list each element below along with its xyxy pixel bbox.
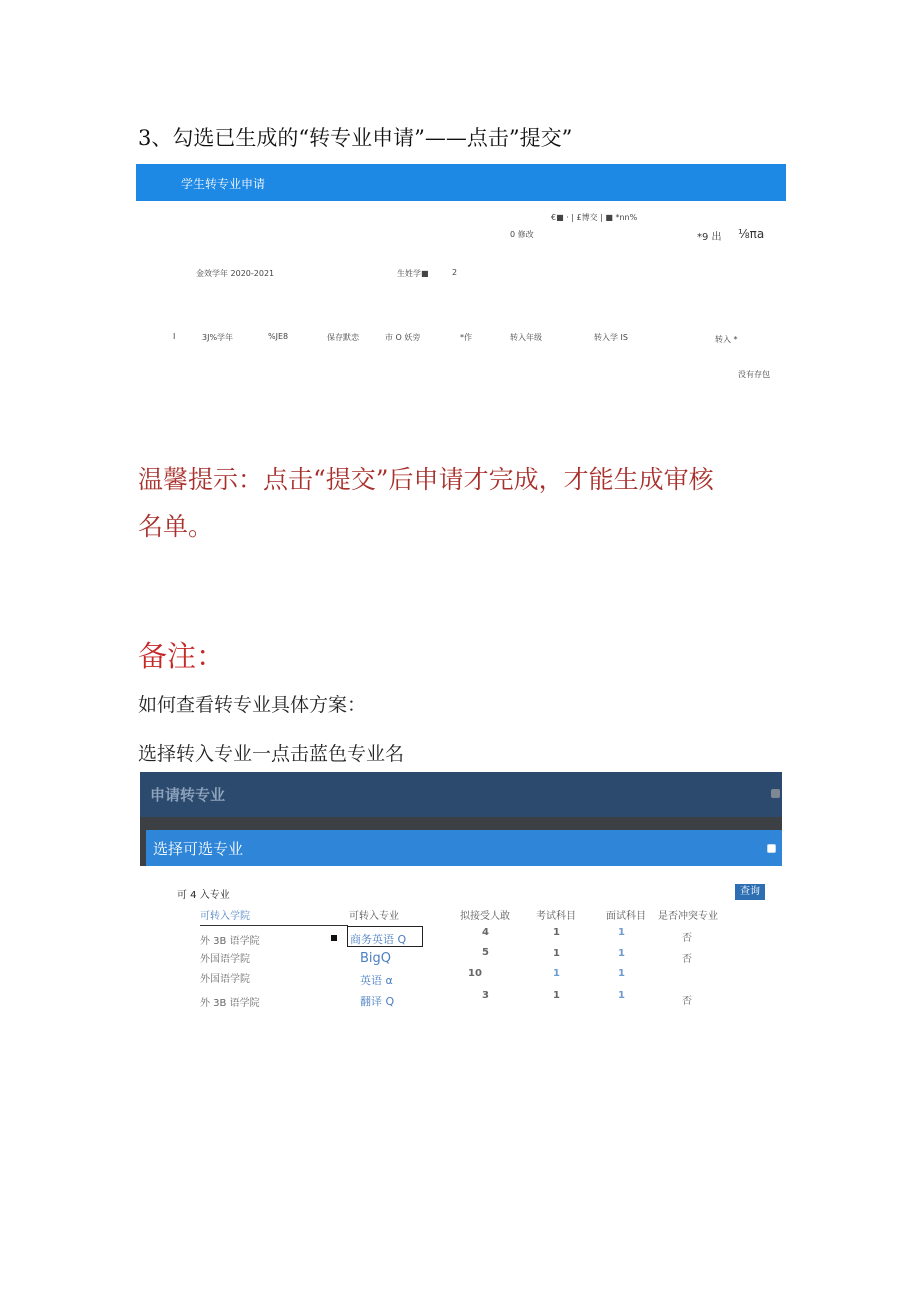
row-1-exam: 1 xyxy=(553,927,560,938)
row-4-interview: 1 xyxy=(618,990,625,1001)
row-2-conflict: 否 xyxy=(682,954,692,965)
note-line-1: 如何查看转专业具体方案： xyxy=(138,694,367,716)
table-header-action: *作 xyxy=(460,333,472,342)
col-header-major: 可转入专业 xyxy=(349,911,399,922)
more-button[interactable]: ⅛πa xyxy=(738,227,765,241)
row-2-quota: 5 xyxy=(482,947,489,958)
app-title: 学生转专业申请 xyxy=(181,177,266,191)
table-header-review: 市 O 妖旁 xyxy=(385,333,421,342)
table-header-term: %JE8 xyxy=(268,332,289,341)
tip-line-2: 名单。 xyxy=(138,512,214,541)
col-header-exam: 考试科目 xyxy=(536,911,576,922)
modify-button[interactable]: 0 修改 xyxy=(510,230,534,239)
row-4-college: 外 3B 语学院 xyxy=(200,998,260,1009)
query-button[interactable]: 查询 xyxy=(735,884,765,900)
row-3-interview: 1 xyxy=(618,968,625,979)
row-4-major-link[interactable]: 翻译 Q xyxy=(360,995,395,1008)
table-header-checkbox[interactable]: I xyxy=(173,332,176,341)
row-4-quota: 3 xyxy=(482,990,489,1001)
note-title: 备注： xyxy=(138,639,226,673)
row-2-exam: 1 xyxy=(553,948,560,959)
toolbar-actions[interactable]: €■ · | £博交 | ■ *nn% xyxy=(551,213,638,222)
row-3-quota: 10 xyxy=(468,968,482,979)
row-1-college: 外 3B 语学院 xyxy=(200,936,260,947)
col-header-conflict: 是否冲突专业 xyxy=(658,911,718,922)
table-header-year: 3J%学年 xyxy=(202,333,234,342)
row-3-exam: 1 xyxy=(553,968,560,979)
note-line-2: 选择转入专业一点击蓝色专业名 xyxy=(138,743,405,765)
table-header-major: 转入 * xyxy=(715,335,738,344)
row-1-major-link[interactable]: 商务英语 Q xyxy=(350,933,407,946)
row-4-conflict: 否 xyxy=(682,996,692,1007)
header-divider xyxy=(200,925,348,926)
row-3-college: 外国语学院 xyxy=(200,974,250,985)
row-3-major-link[interactable]: 英语 α xyxy=(360,974,393,987)
row-1-quota: 4 xyxy=(482,927,489,938)
pointer-marker xyxy=(331,935,337,941)
col-header-interview: 面试科目 xyxy=(606,911,646,922)
row-2-college: 外国语学院 xyxy=(200,954,250,965)
window-title: 申请转专业 xyxy=(150,786,226,804)
window-close-icon[interactable] xyxy=(771,789,780,798)
dialog-close-icon[interactable] xyxy=(767,844,776,853)
col-header-college[interactable]: 可转入学院 xyxy=(200,911,250,922)
tip-line-1: 温馨提示：点击“提交”后申请才完成，才能生成审核 xyxy=(138,465,714,494)
table-header-grade: 转入年级 xyxy=(510,333,542,342)
row-1-interview: 1 xyxy=(618,927,625,938)
student-value: 2 xyxy=(452,268,458,277)
academic-year-label: 金效学年 2020-2021 xyxy=(196,269,275,278)
row-2-interview: 1 xyxy=(618,948,625,959)
student-label: 生姓学■ xyxy=(397,269,429,278)
empty-message: 没有存包 xyxy=(738,370,770,379)
table-header-college: 转入学 IS xyxy=(594,333,628,342)
step-heading: 3、勾选已生成的“转专业申请”——点击”提交” xyxy=(138,126,573,150)
col-header-quota: 拟接受人敢 xyxy=(460,911,510,922)
section-label: 可 4 入专业 xyxy=(177,890,230,901)
window-title-bar xyxy=(140,772,782,817)
row-4-exam: 1 xyxy=(553,990,560,1001)
row-2-major-link[interactable]: BigQ xyxy=(360,951,392,966)
export-button[interactable]: *9 出 xyxy=(697,232,722,243)
table-header-save-status: 保存默恋 xyxy=(327,333,359,342)
dialog-title: 选择可选专业 xyxy=(153,840,244,858)
row-1-conflict: 否 xyxy=(682,933,692,944)
